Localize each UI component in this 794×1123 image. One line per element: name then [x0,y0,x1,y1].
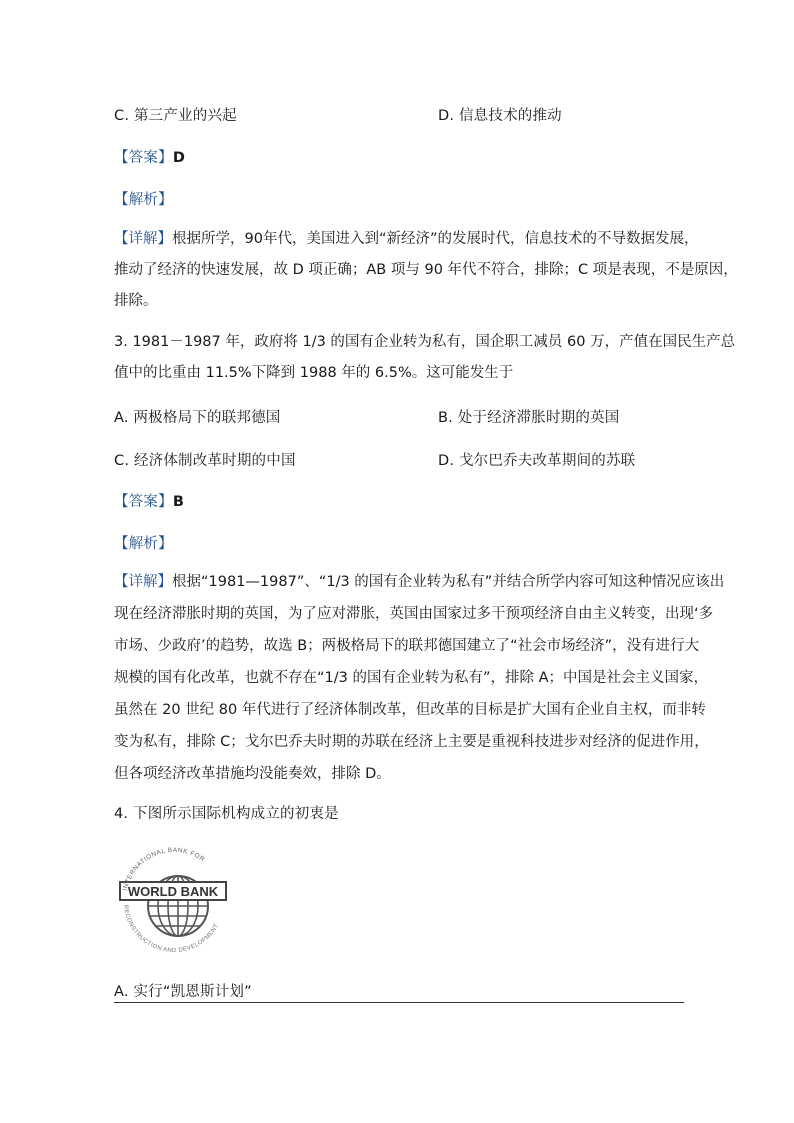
q3-analysis-tag: 【解析】 [114,536,173,552]
q3-detail-line-2: 现在经济滞胀时期的英国，为了应对滞胀，英国由国家过多干预项经济自由主义转变，出现‘多 [114,606,714,622]
q2-option-c: C. 第三产业的兴起 [114,108,237,124]
q2-detail-line-1: 【详解】根据所学，90年代，美国进入到“新经济”的发展时代，信息技术的不导数据发展， [114,231,699,247]
q3-stem-line-1: 3. 1981－1987 年，政府将 1/3 的国有企业转为私有，国企职工减员 60 万，产值在国民生产总 [114,334,736,350]
q4-stem: 4. 下图所示国际机构成立的初衷是 [114,806,339,822]
q3-option-d: D. 戈尔巴乔夫改革期间的苏联 [438,453,636,469]
q3-answer [114,490,184,511]
answer-tag: 【答案】 [114,494,173,510]
q3-detail-line-3: 市场、少政府’的趋势，故选 B；两极格局下的联邦德国建立了“社会市场经济”，没有进行大 [114,638,700,654]
q3-detail-line-5: 虽然在 20 世纪 80 年代进行了经济体制改革，但改革的目标是扩大国有企业自主权，而非转 [114,702,706,718]
q3-detail-line-7: 但各项经济改革措施均没能奏效，排除 D。 [114,766,391,782]
q3-option-c: C. 经济体制改革时期的中国 [114,453,296,469]
q2-detail-line-2: 推动了经济的快速发展，故 D 项正确；AB 项与 90 年代不符合，排除；C 项是表现，不是原因， [114,262,738,278]
world-bank-emblem-icon [114,840,234,960]
q3-detail-line-6: 变为私有，排除 C；戈尔巴乔夫时期的苏联在经济上主要是重视科技进步对经济的促进作用， [114,734,709,750]
logo-bottom-arc-text: RECONSTRUCTION AND DEVELOPMENT [122,904,221,955]
q3-option-a: A. 两极格局下的联邦德国 [114,410,281,426]
world-bank-logo [114,840,234,960]
q3-stem-line-2: 值中的比重由 11.5%下降到 1988 年的 6.5%。这可能发生于 [114,365,514,381]
logo-top-arc-text: INTERNATIONAL BANK FOR [121,846,206,892]
answer-value: B [172,494,185,510]
logo-banner-text: WORLD BANK [127,884,219,899]
detail-tag: 【详解】 [114,231,172,247]
q2-analysis-tag: 【解析】 [114,192,173,208]
q3-stem [114,327,736,389]
q2-detail [114,224,738,317]
detail-tag: 【详解】 [114,574,172,590]
q2-detail-line-3: 排除。 [114,293,158,309]
q3-detail-line-1: 【详解】根据“1981—1987”、“1/3 的国有企业转为私有”并结合所学内容可知这种情况应该出 [114,574,725,590]
answer-tag: 【答案】 [114,150,173,166]
q3-detail-line-4: 规模的国有化改革，也就不存在“1/3 的国有企业转为私有”，排除 A；中国是社会主义国家， [114,670,708,686]
q3-option-b: B. 处于经济滞胀时期的英国 [438,410,620,426]
page-bottom-rule [114,1002,684,1003]
q3-detail [114,566,725,790]
q2-option-d: D. 信息技术的推动 [438,108,562,124]
answer-value: D [172,150,186,166]
q2-answer [114,146,185,167]
q4-option-a: A. 实行“凯恩斯计划” [114,984,252,1000]
